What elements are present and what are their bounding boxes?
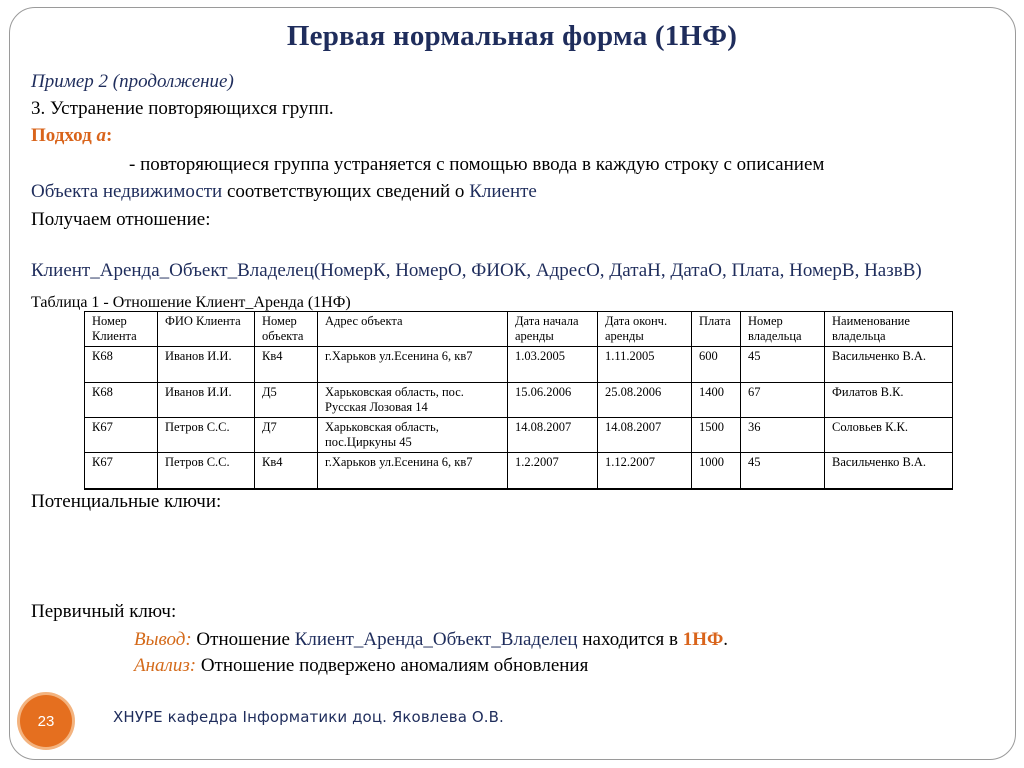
table-cell: К67 — [85, 453, 158, 490]
conclusion-line — [134, 628, 728, 652]
relation-schema: Клиент_Аренда_Объект_Владелец(НомерК, НомерО, ФИОК, АдресО, ДатаН, ДатаО, Плата, НомерВ, НазвВ) — [31, 260, 922, 281]
table-cell: 1.2.2007 — [508, 453, 598, 490]
potential-keys-label: Потенциальные ключи: — [31, 491, 222, 512]
approach-colon: : — [105, 125, 113, 146]
approach-letter: а — [96, 125, 106, 146]
conclusion-end: . — [723, 629, 729, 650]
table-cell: г.Харьков ул.Есенина 6, кв7 — [318, 453, 508, 490]
table-cell: Д7 — [255, 418, 318, 453]
step-heading: 3. Устранение повторяющихся групп. — [31, 98, 334, 119]
table-row — [85, 347, 953, 383]
table-cell: 600 — [692, 347, 741, 383]
table-header-cell: Номер владельца — [741, 312, 825, 347]
table-cell: Кв4 — [255, 347, 318, 383]
conclusion-label: Вывод: — [134, 629, 192, 650]
get-relation-label: Получаем отношение: — [31, 209, 211, 230]
table-cell: Д5 — [255, 383, 318, 418]
table-cell: К67 — [85, 418, 158, 453]
table-header-cell: Дата начала аренды — [508, 312, 598, 347]
table-cell: 1400 — [692, 383, 741, 418]
client-term: Клиенте — [469, 181, 537, 202]
approach-label: Подход — [31, 125, 97, 146]
table-cell: 1.12.2007 — [598, 453, 692, 490]
table-cell: Харьковская область, пос. Русская Лозовая 14 — [318, 383, 508, 418]
table-cell: 1.11.2005 — [598, 347, 692, 383]
table-cell: Васильченко В.А. — [825, 453, 953, 490]
table-header-cell: Плата — [692, 312, 741, 347]
description-line-1: - повторяющиеся группа устраняется с помощью ввода в каждую строку с описанием — [129, 154, 825, 175]
primary-key-label: Первичный ключ: — [31, 601, 177, 622]
analysis-line — [134, 654, 588, 678]
table-row — [85, 383, 953, 418]
table-header-cell: Дата оконч. аренды — [598, 312, 692, 347]
table-cell: Иванов И.И. — [158, 383, 255, 418]
analysis-label: Анализ: — [134, 655, 197, 676]
table-cell: К68 — [85, 347, 158, 383]
page-number-badge: 23 — [20, 695, 72, 747]
approach-heading — [31, 124, 112, 148]
table-cell: Васильченко В.А. — [825, 347, 953, 383]
table-cell: 36 — [741, 418, 825, 453]
table-cell: 1.03.2005 — [508, 347, 598, 383]
conclusion-relation-name: Клиент_Аренда_Объект_Владелец — [294, 629, 578, 650]
slide-title: Первая нормальная форма (1НФ) — [286, 20, 738, 52]
table-header-cell: Наименование владельца — [825, 312, 953, 347]
conclusion-text-1: Отношение — [191, 629, 295, 650]
table-cell: К68 — [85, 383, 158, 418]
table-row — [85, 453, 953, 490]
table-cell: 45 — [741, 347, 825, 383]
conclusion-text-2: находится в — [577, 629, 683, 650]
table-cell: г.Харьков ул.Есенина 6, кв7 — [318, 347, 508, 383]
example-subtitle: Пример 2 (продолжение) — [31, 71, 234, 92]
relation-table — [84, 311, 953, 490]
object-term: Объекта недвижимости — [31, 181, 223, 202]
table-cell: 1500 — [692, 418, 741, 453]
table-cell: Соловьев К.К. — [825, 418, 953, 453]
table-cell: 25.08.2006 — [598, 383, 692, 418]
table-cell: Харьковская область, пос.Циркуны 45 — [318, 418, 508, 453]
footer-text: ХНУРЕ кафедра Інформатики доц. Яковлева О.В. — [113, 708, 504, 726]
table-header-row — [85, 312, 953, 347]
table-cell: 1000 — [692, 453, 741, 490]
table-header-cell: ФИО Клиента — [158, 312, 255, 347]
analysis-text: Отношение подвержено аномалиям обновления — [196, 655, 589, 676]
table-cell: Петров С.С. — [158, 418, 255, 453]
table-cell: 14.08.2007 — [598, 418, 692, 453]
conclusion-form: 1НФ — [682, 629, 724, 650]
table-cell: Кв4 — [255, 453, 318, 490]
table-header-cell: Номер объекта — [255, 312, 318, 347]
description-line-2 — [31, 180, 537, 204]
table-header-cell: Адрес объекта — [318, 312, 508, 347]
table-cell: 45 — [741, 453, 825, 490]
table-cell: Филатов В.К. — [825, 383, 953, 418]
table-row — [85, 418, 953, 453]
table-cell: Петров С.С. — [158, 453, 255, 490]
description-middle: соответствующих сведений о — [222, 181, 470, 202]
table-cell: 15.06.2006 — [508, 383, 598, 418]
table-header-cell: Номер Клиента — [85, 312, 158, 347]
table-caption: Таблица 1 - Отношение Клиент_Аренда (1НФ) — [31, 294, 351, 311]
table-cell: 67 — [741, 383, 825, 418]
table-cell: Иванов И.И. — [158, 347, 255, 383]
table-cell: 14.08.2007 — [508, 418, 598, 453]
